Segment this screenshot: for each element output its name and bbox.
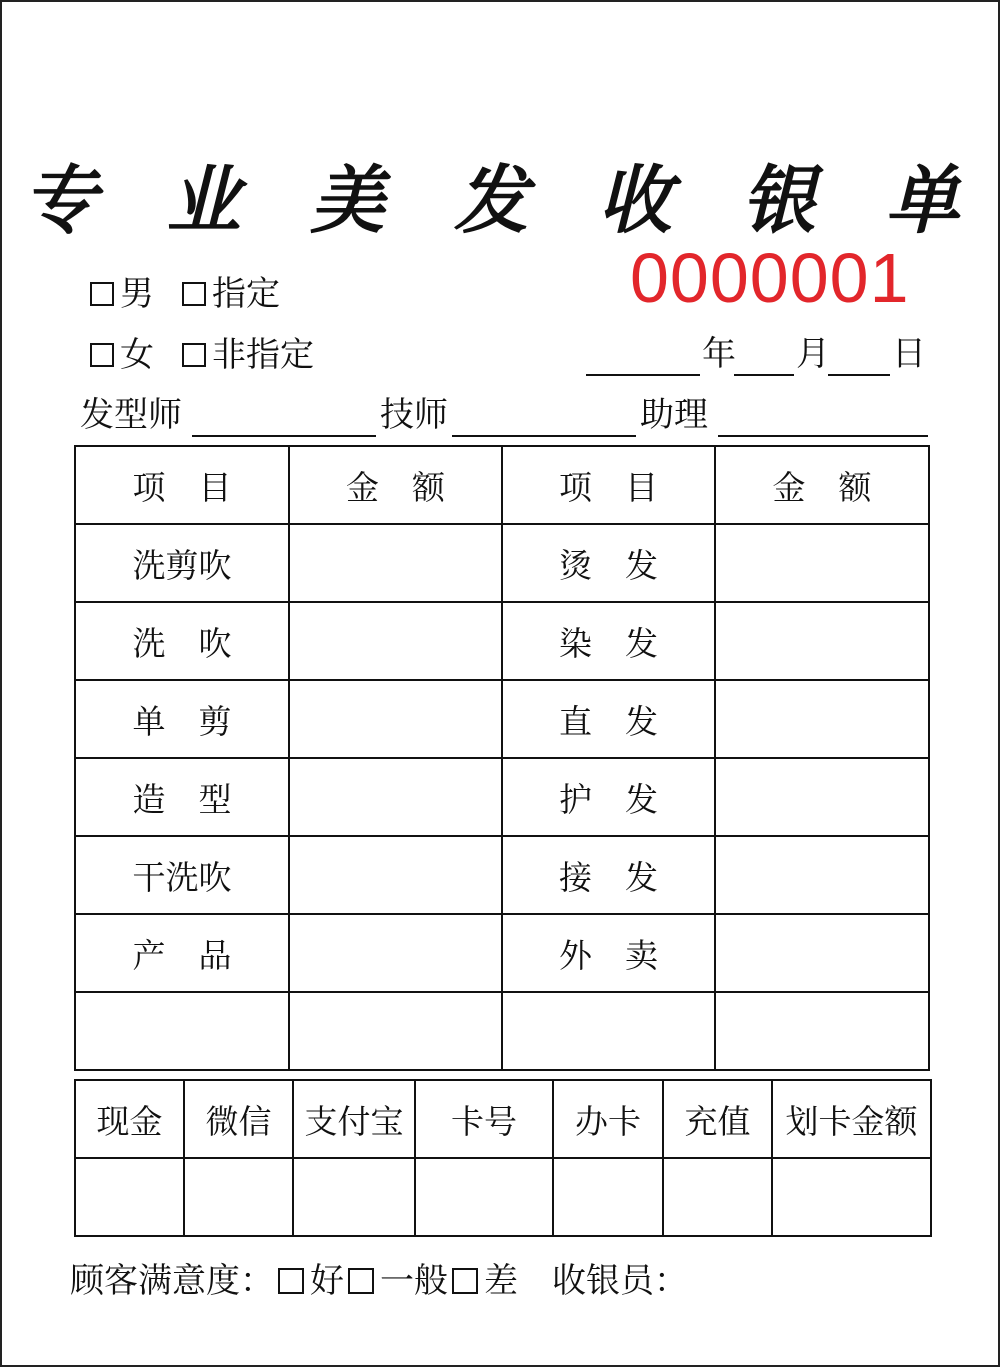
month-field[interactable] <box>734 374 794 376</box>
amount-cell[interactable] <box>289 914 502 992</box>
payment-value-row <box>75 1158 931 1236</box>
unassigned-label: 非指定 <box>212 335 314 375</box>
item-label: 护 发 <box>502 758 715 836</box>
technician-label: 技师 <box>380 395 448 435</box>
stylist-field[interactable] <box>192 435 376 437</box>
amount-cell[interactable] <box>715 836 929 914</box>
amount-cell[interactable] <box>715 524 929 602</box>
top-up-field[interactable] <box>663 1158 772 1236</box>
footer-satisfaction <box>70 1259 688 1303</box>
header-item: 项 目 <box>502 446 715 524</box>
assistant-label: 助理 <box>640 395 708 435</box>
month-label: 月 <box>796 334 830 374</box>
item-label: 接 发 <box>502 836 715 914</box>
average-checkbox[interactable] <box>348 1268 374 1294</box>
assigned-option[interactable] <box>182 274 280 314</box>
payment-table <box>74 1079 932 1237</box>
assigned-checkbox[interactable] <box>182 282 206 306</box>
new-card-field[interactable] <box>553 1158 663 1236</box>
pay-header-alipay: 支付宝 <box>293 1080 415 1158</box>
technician-field[interactable] <box>452 435 636 437</box>
amount-cell[interactable] <box>289 758 502 836</box>
item-label: 干洗吹 <box>75 836 289 914</box>
alipay-field[interactable] <box>293 1158 415 1236</box>
item-label: 外 卖 <box>502 914 715 992</box>
pay-header-card-number: 卡号 <box>415 1080 553 1158</box>
amount-cell[interactable] <box>289 680 502 758</box>
item-label: 染 发 <box>502 602 715 680</box>
pay-header-cash: 现金 <box>75 1080 184 1158</box>
cash-field[interactable] <box>75 1158 184 1236</box>
amount-cell[interactable] <box>289 602 502 680</box>
amount-cell[interactable] <box>715 758 929 836</box>
day-field[interactable] <box>828 374 890 376</box>
card-number-field[interactable] <box>415 1158 553 1236</box>
table-row <box>75 602 929 680</box>
stylist-label: 发型师 <box>80 395 182 435</box>
satisfaction-label: 顾客满意度： <box>70 1261 274 1301</box>
day-label: 日 <box>892 334 926 374</box>
male-checkbox[interactable] <box>90 282 114 306</box>
item-label[interactable] <box>502 992 715 1070</box>
amount-cell[interactable] <box>289 992 502 1070</box>
amount-cell[interactable] <box>715 680 929 758</box>
form-title: 专 业 美 发 收 银 单 <box>22 158 982 244</box>
table-row <box>75 758 929 836</box>
table-row <box>75 680 929 758</box>
table-row <box>75 524 929 602</box>
assistant-field[interactable] <box>718 435 928 437</box>
year-label: 年 <box>702 334 736 374</box>
amount-cell[interactable] <box>289 836 502 914</box>
poor-label: 差 <box>484 1261 518 1301</box>
table-row <box>75 914 929 992</box>
items-header-row <box>75 446 929 524</box>
unassigned-option[interactable] <box>182 335 314 375</box>
unassigned-checkbox[interactable] <box>182 343 206 367</box>
table-row-blank <box>75 992 929 1070</box>
card-charge-field[interactable] <box>772 1158 931 1236</box>
amount-cell[interactable] <box>289 524 502 602</box>
table-row <box>75 836 929 914</box>
good-checkbox[interactable] <box>278 1268 304 1294</box>
wechat-field[interactable] <box>184 1158 293 1236</box>
good-label: 好 <box>310 1261 344 1301</box>
pay-header-new-card: 办卡 <box>553 1080 663 1158</box>
amount-cell[interactable] <box>715 914 929 992</box>
item-label: 单 剪 <box>75 680 289 758</box>
gender-female-option[interactable] <box>90 335 154 375</box>
item-label: 烫 发 <box>502 524 715 602</box>
female-label: 女 <box>120 335 154 375</box>
amount-cell[interactable] <box>715 992 929 1070</box>
average-label: 一般 <box>380 1261 448 1301</box>
pay-header-top-up: 充值 <box>663 1080 772 1158</box>
payment-header-row <box>75 1080 931 1158</box>
male-label: 男 <box>120 274 154 314</box>
item-label: 洗 吹 <box>75 602 289 680</box>
assigned-label: 指定 <box>212 274 280 314</box>
year-field[interactable] <box>586 374 700 376</box>
items-table <box>74 445 930 1071</box>
header-item: 项 目 <box>75 446 289 524</box>
serial-number: 0000001 <box>630 239 910 317</box>
item-label[interactable] <box>75 992 289 1070</box>
item-label: 洗剪吹 <box>75 524 289 602</box>
cashier-label: 收银员： <box>552 1261 688 1301</box>
pay-header-wechat: 微信 <box>184 1080 293 1158</box>
poor-checkbox[interactable] <box>452 1268 478 1294</box>
amount-cell[interactable] <box>715 602 929 680</box>
header-amount: 金 额 <box>715 446 929 524</box>
pay-header-card-charge: 划卡金额 <box>772 1080 931 1158</box>
item-label: 造 型 <box>75 758 289 836</box>
header-amount: 金 额 <box>289 446 502 524</box>
item-label: 产 品 <box>75 914 289 992</box>
gender-male-option[interactable] <box>90 274 154 314</box>
item-label: 直 发 <box>502 680 715 758</box>
female-checkbox[interactable] <box>90 343 114 367</box>
